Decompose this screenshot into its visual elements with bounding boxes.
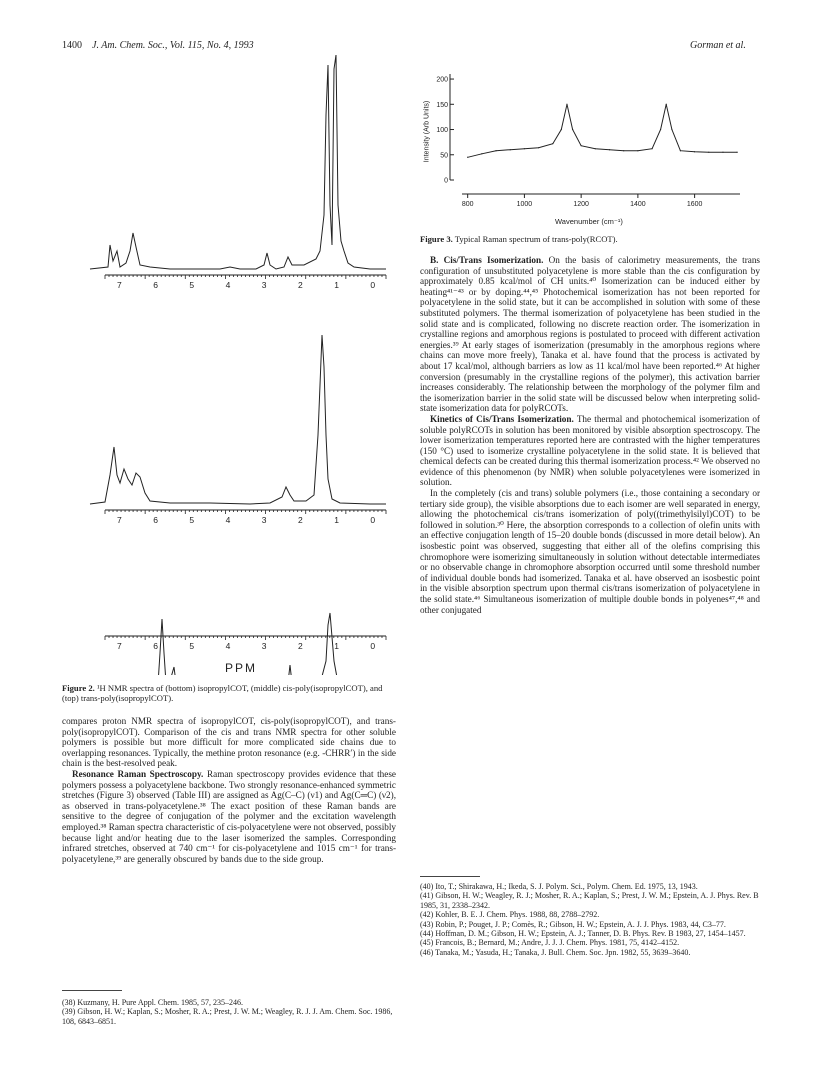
reference-38: (38) Kuzmany, H. Pure Appl. Chem. 1985, 57, 235–246. (62, 998, 244, 1007)
figure3-xlabel: Wavenumber (cm⁻¹) (555, 217, 623, 226)
figure2-caption (62, 683, 392, 703)
text-raman: Raman spectroscopy provides evidence that these polymers possess a polyacetylene backbone. Two strongly resonance-enhanced symmetric stretches (Figure 3) observed (Table III) are assigned as Ag(C–C) (ν1) and Ag(C═C) (ν2), as observed in trans-polyacetylene.³⁸ The exact position of these Raman bands are sensitive to the degree of conjugation of the polymer and the excitation wavelength employed.³⁸ Raman spectra characteristic of cis-polyacetylene were not observed, possibly because light and/or heating due to the laser isomerized the samples. Corresponding infrared stretches, observed at 740 cm⁻¹ for cis-polyacetylene and 1015 cm⁻¹ for trans-polyacetylene,³⁹ are generally obscured by bands due to the side group. (62, 768, 396, 864)
nmr-axis-label: 7 (117, 280, 122, 290)
nmr-axis-label: 3 (261, 280, 267, 290)
raman-data-point (694, 151, 695, 152)
nmr-axis-label: 0 (370, 280, 376, 290)
figure3-caption-label: Figure 3. (420, 234, 453, 244)
reference-43: (43) Robin, P.; Pouget, J. P.; Comès, R.; Gibson, H. W.; Epstein, A. J. J. Phys. 1983, 44, C3–77. (420, 919, 726, 929)
paragraph-kinetics (420, 414, 760, 488)
nmr-trace-cis (90, 335, 386, 504)
nmr-axis-label: 6 (153, 280, 158, 290)
raman-data-point (538, 147, 539, 148)
raman-data-point (623, 150, 624, 151)
raman-data-point (722, 152, 723, 153)
nmr-axis-label: 6 (153, 641, 158, 651)
nmr-axis-label: 5 (189, 515, 195, 525)
right-column-text (420, 255, 760, 615)
heading-raman: Resonance Raman Spectroscopy. (72, 768, 204, 779)
raman-data-point (651, 148, 652, 149)
figure3-caption (420, 234, 760, 244)
nmr-axis-label: 5 (189, 280, 195, 290)
nmr-axis-label: 6 (153, 515, 158, 525)
raman-data-point (495, 150, 496, 151)
raman-data-point (609, 149, 610, 150)
raman-data-point (552, 143, 553, 144)
paragraph-cis-trans (420, 255, 760, 414)
nmr-axis-label: 0 (370, 515, 376, 525)
heading-kinetics: Kinetics of Cis/Trans Isomerization. (430, 413, 574, 424)
figure3-caption-text: Typical Raman spectrum of trans-poly(RCOT). (454, 234, 618, 244)
raman-data-point (680, 150, 681, 151)
figure2-caption-label: Figure 2. (62, 683, 95, 693)
nmr-axis-label: 4 (225, 641, 231, 651)
page-number: 1400 (62, 40, 82, 51)
raman-data-point (510, 149, 511, 150)
figure3-x-tick-label: 1200 (573, 201, 589, 208)
figure3-ylabel-wrap (412, 80, 442, 190)
nmr-axis-label: 5 (189, 641, 195, 651)
figure3-x-tick-label: 1600 (686, 201, 703, 208)
raman-data-point (660, 129, 661, 130)
raman-data-point (666, 104, 667, 105)
raman-data-point (708, 152, 709, 153)
raman-data-point (524, 148, 525, 149)
nmr-axis-label: 1 (334, 515, 339, 525)
figure3-y-tick-label: 200 (436, 76, 448, 84)
figure3-x-tick-label: 1000 (516, 201, 533, 208)
paragraph-raman (62, 769, 396, 864)
reference-41: (41) Gibson, H. W.; Weagley, R. J.; Mosher, R. A.; Kaplan, S.; Prest, J. W. M.; Epstein, A. J. Phys. Rev. B 1985, 31, 2338–2342. (420, 891, 759, 910)
raman-data-point (595, 148, 596, 149)
figure2-caption-text: ¹H NMR spectra of (bottom) isopropylCOT, (middle) cis-poly(isopropylCOT), and (top) trans-poly(isopropylCOT). (62, 683, 383, 703)
paragraph-soluble-polymers: In the completely (cis and trans) soluble polymers (i.e., those containing a secondary or tertiary side group), the visible absorptions due to each isomer are well separated in energy, allowing the photochemical cis/trans isomerization of poly((trimethylsilyl)COT) to be followed in solution.³⁰ Here, the absorption corresponds to a collection of olefin units with an effective conjugation length of 15–20 double bonds (discussed in more detail below). An isosbestic point was observed, suggesting that either all of the olefins comprising this chromophore were isomerizing simultaneously in solution without detectable intermediates or no observable change in chromophore absorption occurred until some threshold number of individual double bonds had isomerized. Tanaka et al. have observed an isosbestic point in the visible absorption spectrum upon thermal cis/trans isomerization of polyacetylene in the solid state.⁴⁶ Simultaneous isomerization of multiple double bonds in polyenes⁴⁷,⁴⁸ and other conjugated (420, 488, 760, 615)
nmr-axis-label: 3 (261, 515, 267, 525)
left-column-text (62, 716, 396, 864)
figure3-y-tick-label: 0 (444, 177, 448, 185)
figure3-y-tick-label: 100 (436, 127, 448, 135)
nmr-trace-trans (90, 55, 386, 269)
raman-data-point (481, 153, 482, 154)
raman-data-point (581, 145, 582, 146)
paragraph-nmr-comparison: compares proton NMR spectra of isopropylCOT, cis-poly(isopropylCOT), and trans-poly(isopropylCOT). Comparison of the cis and trans NMR spectra for other soluble polymers is possible but more difficult for more complicated side chains due to overlapping resonances. Typically, the methine proton resonance (e.g. -CHRR′) in the side chain is the best-resolved peak. (62, 716, 396, 769)
raman-data-point (637, 150, 638, 151)
reference-45: (45) Francois, B.; Bernard, M.; Andre, J. J. J. Chem. Phys. 1981, 75, 4142–4152. (420, 938, 680, 948)
nmr-axis-label: 4 (225, 280, 231, 290)
nmr-axis-label: 7 (117, 515, 122, 525)
text-cis-trans: On the basis of calorimetry measurements, the trans configuration of unsubstituted polyacetylene is more stable than the cis configuration by approximately 0.85 kcal/mol of CH units.⁴⁰ Isomerization can be induced either by heating⁴¹⁻⁴³ or by doping.⁴⁴,⁴⁵ Photochemical isomerization has not been reported for polyacetylene in the solid state, but it can be accomplished in solution with some of these substituted polymers. The thermal isomerization of polyacetylene has been studied in the solid state and is complicated, following no discrete reaction order. The isomerization in crystalline regions and amorphous regions is postulated to proceed with different activation energies.³⁹ At early stages of isomerization (presumably in the amorphous regions where chains can move more freely), Tanaka et al. have found that the process is activated by about 17 kcal/mol, although barriers as low as 11 kcal/mol have been reported.⁴⁶ At higher conversion (presumably in the crystalline regions of the polymer), this activation barrier increases considerably. The relationship between the morphology of the polymer film and the isomerization barrier in the solid state will be discussed below when interpreting solid-state isomerization data for polyRCOTs. (420, 255, 761, 414)
running-authors: Gorman et al. (690, 40, 746, 51)
figure2-nmr-spectra (70, 55, 400, 675)
nmr-axis-label: 2 (298, 515, 303, 525)
text-kinetics: The thermal and photochemical isomerization of soluble polyRCOTs in solution has been monitored by visible absorption spectroscopy. The lower isomerization temperatures reported here are contrasted with the higher temperatures (150 °C) used to isomerize crystalline polyacetylene in the solid state. It is believed that chemical defects can be created during this thermal isomerization process.⁴² We observed no evidence of this phenomenon (by NMR) when soluble polyacetylenes were isomerized in solution. (420, 413, 761, 488)
figure3-x-tick-label: 800 (461, 201, 474, 208)
figure3-x-tick-label: 1400 (630, 201, 646, 208)
raman-data-point (671, 129, 672, 130)
ppm-axis-title: PPM (225, 661, 258, 675)
nmr-axis-label: 2 (298, 641, 303, 651)
reference-42: (42) Kohler, B. E. J. Chem. Phys. 1988, 88, 2788–2792. (420, 910, 600, 920)
reference-44: (44) Hoffman, D. M.; Gibson, H. W.; Epstein, A. J.; Tanner, D. B. Phys. Rev. B 1983, 27, 1454–1457. (420, 929, 746, 939)
nmr-axis-label: 1 (334, 641, 339, 651)
raman-data-point (737, 152, 738, 153)
raman-data-point (572, 129, 573, 130)
nmr-axis-label: 4 (225, 515, 231, 525)
nmr-axis-label: 3 (261, 641, 267, 651)
nmr-axis-label: 0 (370, 641, 376, 651)
heading-cis-trans: B. Cis/Trans Isomerization. (430, 255, 544, 265)
figure3-y-tick-label: 50 (440, 152, 448, 160)
raman-data-point (566, 104, 567, 105)
figure3-ylabel: Intensity (Arb Units) (423, 100, 431, 163)
reference-40: (40) Ito, T.; Shirakawa, H.; Ikeda, S. J. Polym. Sci., Polym. Chem. Ed. 1975, 13, 1943. (420, 882, 698, 891)
right-references (420, 882, 760, 957)
footnote-rule-right (420, 876, 480, 877)
left-references (62, 998, 396, 1026)
raman-series-line (468, 104, 738, 157)
raman-data-point (561, 129, 562, 130)
nmr-axis-label: 2 (298, 280, 303, 290)
figure3-y-tick-label: 150 (436, 101, 448, 109)
nmr-axis-label: 7 (117, 641, 122, 651)
raman-data-point (467, 157, 468, 158)
figure3-raman-chart (420, 62, 760, 222)
reference-39: (39) Gibson, H. W.; Kaplan, S.; Mosher, R. A.; Prest, J. W. M.; Weagley, R. J. J. Am. Chem. Soc. 1986, 108, 6843–6851. (62, 1007, 393, 1026)
nmr-axis-label: 1 (334, 280, 339, 290)
reference-46: (46) Tanaka, M.; Yasuda, H.; Tanaka, J. Bull. Chem. Soc. Jpn. 1982, 55, 3639–3640. (420, 947, 691, 957)
footnote-rule-left (62, 990, 122, 991)
journal-citation: J. Am. Chem. Soc., Vol. 115, No. 4, 1993 (92, 40, 254, 51)
